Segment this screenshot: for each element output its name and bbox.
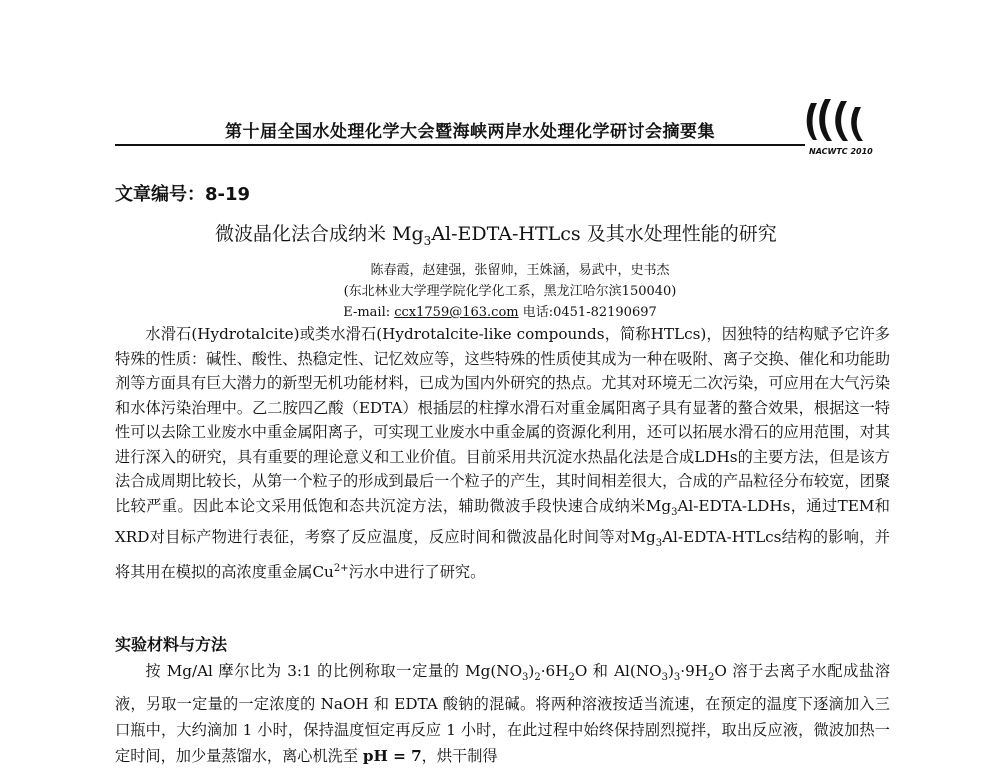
conference-logo <box>803 95 883 160</box>
article-number: 文章编号：8-19 <box>115 184 251 205</box>
logo-swoosh-2 <box>819 99 832 141</box>
logo-swoosh-3 <box>835 101 848 141</box>
logo-swoosh-1 <box>807 103 817 140</box>
author-list: 陈春霞，赵建强，张留帅，王姝涵，易武中，史书杰 <box>370 263 670 278</box>
methods-paragraph: 按 Mg/Al 摩尔比为 3:1 的比例称取一定量的 $Mg(NO_3)_2\cdot 6H_2O$ 和 $Al(NO_3)_3\cdot 9H_2O$ 溶于去离子水配成盐溶液，另取一定量的一定浓度的 NaOH 和 EDTA 酸钠的混碱。将两种溶液按适当流速，在预定的温度下逐滴加入三口瓶中，大约滴加 1 小时，保持温度恒定再反应 1 小时，在此过程中始终保持剧烈搅拌，取出反应液，微波加热一定时间，加少量蒸馏水，离心机洗至 pH = 7，烘干制得 <box>115 662 891 766</box>
abstract-paragraph: 水滑石(Hydrotalcite)或类水滑石(Hydrotalcite-like compounds，简称HTLcs)，因独特的结构赋予它许多特殊的性质：碱性、酸性、热稳定性、记忆效应等，这些特殊的性质使其成为一种在吸附、离子交换、催化和功能助剂等方面具有巨大潜力的新型无机功能材料，已成为国内外研究的热点。尤其对环境无二次污染，可应用在大气污染和水体污染治理中。乙二胺四乙酸（EDTA）根插层的柱撑水滑石对重金属阳离子具有显著的螯合效果，根据这一特性可以去除工业废水中重金属阳离子，可实现工业废水中重金属的资源化利用，还可以拓展水滑石的应用范围，对其进行深入的研究，具有重要的理论意义和工业价值。目前采用共沉淀水热晶化法是合成LDHs的主要方法，但是该方法合成周期比较长，从第一个粒子的形成到最后一个粒子的产生，其时间相差很大，合成的产品粒径分布较宽，团聚比较严重。因此本论文采用低饱和态共沉淀方法，辅助微波手段快速合成纳米$Mg_3Al-EDTA$-LDHs，通过TEM和XRD对目标产物进行表征，考察了反应温度，反应时间和微波晶化时间等对$Mg_3Al-EDTA$-HTLcs结构的影响，并将其用在模拟的高浓度重金属$Cu^{2+}$污水中进行了研究。 <box>115 325 890 581</box>
logo-text: NACWTC 2010 <box>809 147 873 156</box>
contact-line: E-mail: ccx1759@163.com 电话:0451-82190697 <box>343 305 657 320</box>
affiliation: (东北林业大学理学院化学化工系，黑龙江哈尔滨150040) <box>343 284 677 299</box>
proceedings-header-title: 第十届全国水处理化学大会暨海峡两岸水处理化学研讨会摘要集 <box>225 122 715 142</box>
email-link[interactable]: ccx1759@163.com <box>394 305 519 320</box>
logo-swoosh-4 <box>851 107 863 141</box>
section-heading-methods: 实验材料与方法 <box>115 635 228 654</box>
header-rule <box>115 144 805 146</box>
paper-title: 微波晶化法合成纳米 $Mg_3Al-EDTA$-HTLcs 及其水处理性能的研究 <box>215 223 777 248</box>
